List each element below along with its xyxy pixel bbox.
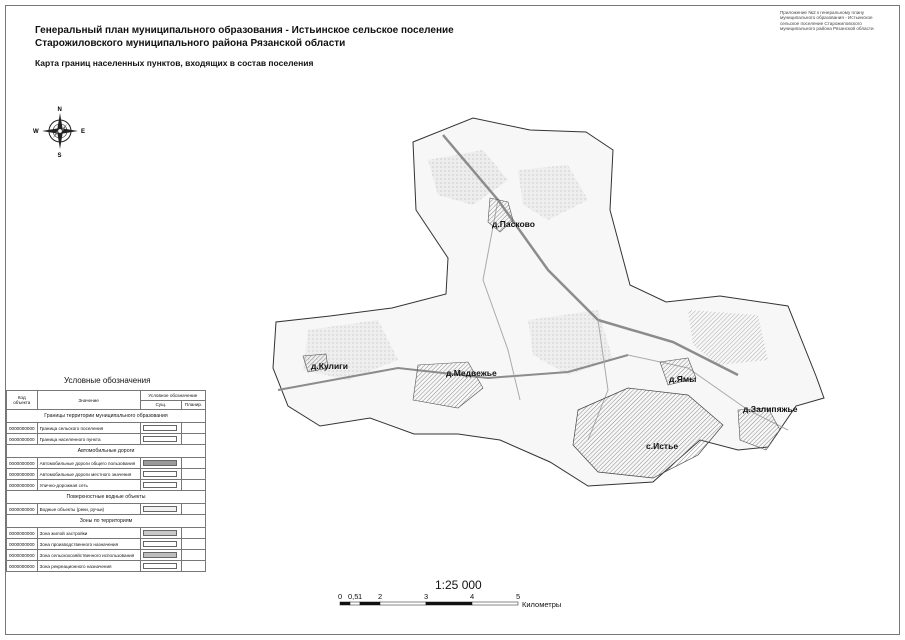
legend-title: Условные обозначения [64,376,151,385]
scale-segment [426,602,472,605]
legend-section-title: Автомобильные дороги [7,445,206,458]
scale-tick-label: 2 [378,592,383,601]
settlement-map [268,110,828,490]
legend-code: 0000000000 [7,561,38,572]
legend-table [6,390,206,572]
legend-swatch-cell [140,423,182,434]
scale-label: 1:25 000 [435,578,482,592]
legend-header-meaning: Значение [37,391,140,410]
legend-row [7,550,206,561]
label-paskovo: д.Пасково [492,219,535,229]
legend-label: Автомобильные дороги общего пользования [37,458,140,469]
label-istye: с.Истье [646,441,679,451]
legend-header-planned: Планир. [182,400,206,410]
scale-tick-label: 0 [338,592,343,601]
legend-swatch [143,552,177,558]
legend-row [7,423,206,434]
legend-swatch [143,471,177,477]
legend-section-title: Поверхностные водные объекты [7,491,206,504]
compass-n: N [57,107,62,113]
legend-swatch [143,482,177,488]
legend-header-existing: Сущ. [140,400,182,410]
legend-planned-cell [182,469,206,480]
scale-tick-label: 1 [358,592,363,601]
legend-section [7,491,206,504]
legend-swatch-cell [140,469,182,480]
legend-code: 0000000000 [7,480,38,491]
legend-swatch-cell [140,561,182,572]
legend-header-symbol: Условное обозначение [140,391,205,401]
scale-segment [360,602,380,605]
label-kuligi: д.Кулиги [311,361,348,371]
legend-code: 0000000000 [7,504,38,515]
legend-code: 0000000000 [7,423,38,434]
legend-header-code: Код объекта [7,391,38,410]
compass-e: E [81,129,86,135]
legend-swatch [143,530,177,536]
legend-swatch-cell [140,434,182,445]
legend-swatch-cell [140,504,182,515]
appendix-note: Приложение №2 к генеральному плану муниципального образования - Истьинское сельское поселение Старожиловского муниципального района Рязанской области [780,10,874,31]
legend-planned-cell [182,423,206,434]
legend-row [7,539,206,550]
legend-label: Автомобильные дороги местного значения [37,469,140,480]
legend-section-title: Границы территории муниципального образования [7,410,206,423]
legend-section [7,410,206,423]
legend-swatch-cell [140,528,182,539]
label-yamy: д.Ямы [669,374,697,384]
legend-swatch [143,425,177,431]
legend-row [7,480,206,491]
legend-code: 0000000000 [7,458,38,469]
legend-swatch [143,563,177,569]
legend-label: Граница сельского поселения [37,423,140,434]
scale-segment [340,602,350,605]
legend-planned-cell [182,504,206,515]
scale-segment [472,602,518,605]
label-medvezhye: д.Медвежье [446,368,497,378]
legend-planned-cell [182,539,206,550]
legend-section-title: Зоны по территориям [7,515,206,528]
legend-planned-cell [182,458,206,469]
legend-row [7,528,206,539]
legend-row [7,469,206,480]
legend-label: Зона жилой застройки [37,528,140,539]
legend-label: Водные объекты (реки, ручьи) [37,504,140,515]
label-zalipyazhye: д.Залипяжье [743,404,798,414]
legend-planned-cell [182,434,206,445]
compass-rose-icon [30,104,88,160]
legend-code: 0000000000 [7,434,38,445]
scale-tick-label: 5 [516,592,521,601]
legend-swatch [143,436,177,442]
scale-tick-label: 3 [424,592,429,601]
legend-code: 0000000000 [7,550,38,561]
legend-section [7,515,206,528]
legend-label: Зона рекреационного назначения [37,561,140,572]
legend-code: 0000000000 [7,528,38,539]
legend-planned-cell [182,480,206,491]
scale-bar [330,590,620,620]
legend-row [7,504,206,515]
map-title [35,24,454,50]
legend-section [7,445,206,458]
scale-segment [350,602,360,605]
legend [6,376,206,632]
legend-row [7,434,206,445]
legend-swatch-cell [140,480,182,491]
legend-code: 0000000000 [7,539,38,550]
compass-w: W [33,129,39,135]
legend-label: Зона производственного назначения [37,539,140,550]
legend-label: Улично-дорожная сеть [37,480,140,491]
map-subtitle: Карта границ населенных пунктов, входящих в состав поселения [35,58,314,68]
legend-code: 0000000000 [7,469,38,480]
legend-swatch-cell [140,550,182,561]
legend-planned-cell [182,528,206,539]
legend-planned-cell [182,561,206,572]
legend-row [7,458,206,469]
title-line-2: Старожиловского муниципального района Рязанской области [35,38,346,49]
legend-planned-cell [182,550,206,561]
legend-swatch [143,460,177,466]
title-line-1: Генеральный план муниципального образования - Истьинское сельское поселение [35,25,454,36]
legend-swatch [143,506,177,512]
compass-s: S [57,153,62,159]
scale-tick-label: 4 [470,592,475,601]
legend-label: Зона сельскохозяйственного использования [37,550,140,561]
scale-unit: Километры [522,600,562,609]
legend-swatch-cell [140,458,182,469]
legend-row [7,561,206,572]
scale-segment [380,602,426,605]
legend-label: Граница населенного пункта [37,434,140,445]
legend-swatch-cell [140,539,182,550]
legend-swatch [143,541,177,547]
scale-tick-label: 0,5 [348,592,359,601]
